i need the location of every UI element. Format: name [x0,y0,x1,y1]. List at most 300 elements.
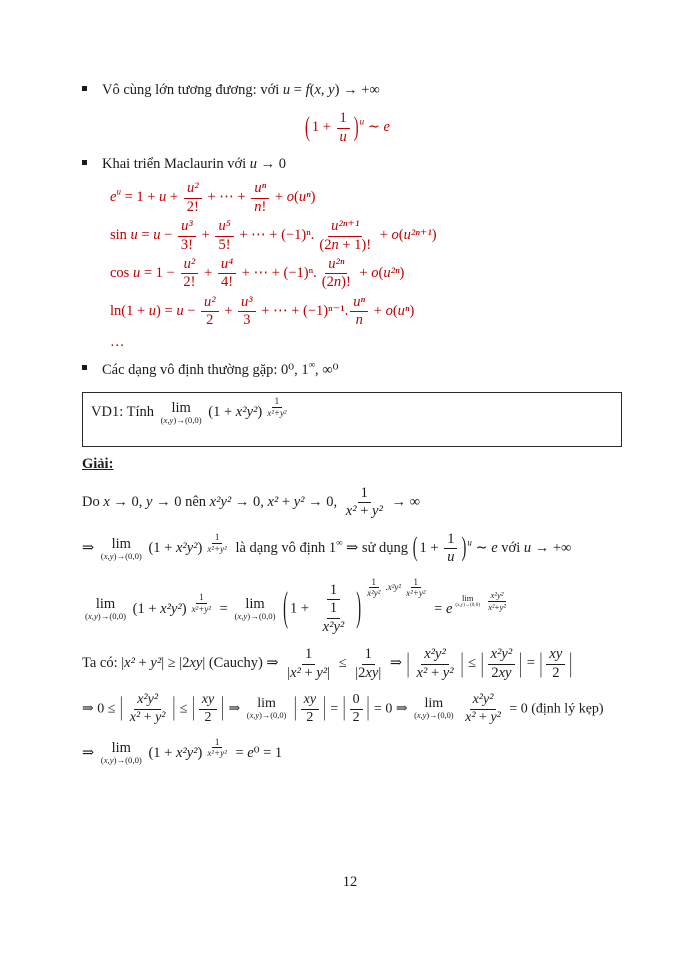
math-text: x² [124,655,135,672]
fraction-numerator [215,218,233,236]
fraction [301,692,319,727]
math-text: ( [414,711,417,721]
math-text: + ⋯ + [203,189,250,206]
math-text: , [320,82,329,98]
fence-body [543,646,568,682]
math-text: ⇒ [82,744,98,761]
fraction-numerator [218,256,236,274]
fraction-denominator [180,274,198,291]
close-delimiter: ) [353,112,359,143]
math-text: 4! [220,274,234,291]
bullet-square-icon [82,160,87,165]
math-text: u⁴ [220,255,234,272]
math-text: x [416,711,421,721]
fraction-denominator [353,312,366,329]
math-text: + [376,227,392,244]
math-text: VD1: Tính [91,404,158,421]
math-text: y [328,82,335,98]
fraction-denominator [251,199,269,216]
fraction-numerator [488,590,507,601]
math-text: e [491,540,498,557]
fenced-expression [342,692,371,727]
math-text: , [459,602,461,609]
math-text: ( [85,611,88,622]
limit-subscript [101,756,142,765]
fraction-denominator [204,544,229,555]
fraction-denominator [204,748,229,759]
math-text: 2 [491,664,499,681]
fraction-numerator [134,692,161,710]
fraction-denominator [337,129,350,146]
math-text: n [333,274,342,291]
math-text: + [271,189,287,206]
math-text: + [278,494,294,511]
math-text: ⁰ = 1 [253,744,283,761]
math-text: x²+y² [207,748,227,759]
fraction [215,218,233,254]
limit [161,401,202,425]
math-text: x²y² [160,600,182,617]
math-text: = [290,82,306,98]
fence-body [298,692,322,727]
math-text: Các dạng vô định thường gặp: 0⁰, 1 [102,361,309,378]
fence-body [419,531,461,567]
fraction-denominator [444,549,457,566]
math-text: ⇒ [386,655,406,672]
fenced-expression [191,692,225,727]
math-text: 1 [360,485,368,502]
math-text: ⇒ sử dụng [342,540,412,557]
math-text: (2 [321,274,334,291]
limit-subscript [234,612,275,621]
math-text: uⁿ [353,293,366,310]
math-text: = 0 ⇒ [370,701,412,717]
math-text: x²y² [387,581,402,592]
fence-body [124,692,172,727]
math-text: )→(0,0) [97,611,127,622]
math-text: ⇒ [82,540,98,557]
fence-body [196,692,220,727]
fraction [337,110,350,146]
math-text: o [391,227,399,244]
math-text: − [160,227,176,244]
math-text: 0 [352,691,360,707]
math-text: 2 [204,709,212,725]
limit-subscript [85,612,126,621]
fraction-denominator [319,274,354,291]
fraction-denominator [403,588,428,599]
math-text: 3 [243,312,251,329]
math-text: n [355,312,363,329]
fraction-numerator [337,110,350,128]
math-text: − [183,302,199,319]
fraction-denominator [189,604,214,615]
math-text: + [198,227,214,244]
fraction-numerator [199,692,217,710]
math-text: x [314,82,321,98]
fence-body [411,646,460,682]
math-text: 1 + [311,119,335,136]
math-text: ( [309,82,315,98]
math-text: → 0 [257,156,287,173]
fraction-numerator [350,294,368,312]
math-text: 1 [447,530,455,547]
math-text: ( [378,265,384,282]
math-text: ! [261,198,267,215]
math-text: ≤ [464,655,480,672]
math-text: y [422,711,427,721]
open-delimiter: | [119,693,123,723]
close-delimiter: | [323,693,326,723]
close-delimiter: ) [461,532,467,564]
math-text: ∞ [308,359,315,370]
math-text: → 0, [304,494,341,511]
math-text: 1 [329,600,338,617]
math-text: u [282,82,291,98]
math-text: uⁿ [397,302,410,319]
fraction [319,256,354,292]
fraction-numerator [325,256,347,274]
limit [414,697,454,721]
math-text: 1 + [289,600,313,617]
math-text: e [110,189,117,206]
fraction-denominator [178,237,196,254]
math-text: x² [290,664,301,681]
fraction-denominator [462,710,504,727]
math-text: o [371,265,379,282]
math-text: ) = [156,302,177,319]
fraction-denominator [364,588,383,599]
math-text: u [153,227,161,244]
limit-operator: lim [461,592,474,603]
fraction-denominator [320,619,348,636]
superscript [202,736,231,759]
fraction [204,737,229,760]
limit [234,597,275,621]
math-text: u [148,302,157,319]
superscript [262,396,291,418]
math-text: 1 + [419,540,443,557]
fraction-denominator [488,665,514,682]
fraction [251,180,269,216]
math-text: u [132,265,141,282]
math-text: x²+y² [191,604,212,615]
math-text: )→(0,0) [173,414,202,425]
open-delimiter: ( [305,112,310,143]
math-text: u [159,189,167,206]
math-text: x²y² [367,588,381,599]
fraction [238,294,256,330]
math-text: Vô cùng lớn tương đương: với [102,82,283,98]
math-text: ) [197,540,203,557]
math-text: + [356,503,373,520]
math-text [457,701,461,716]
math-text: (1 + [204,404,236,421]
fraction-numerator [362,646,375,664]
maclaurin-ln-series [110,294,682,330]
close-delimiter: ) [356,585,362,632]
fraction-numerator [546,646,565,664]
math-text: ( [392,302,398,319]
math-text: ( [455,602,458,609]
math-text: + [427,664,443,681]
math-text: … [110,333,125,350]
open-delimiter: ( [283,585,288,632]
math-text: x [87,611,92,622]
math-text: 1 [305,646,313,663]
math-text: 1 [371,576,377,587]
math-text: + [355,265,372,282]
math-text: 1 [214,736,220,747]
fraction [488,646,516,682]
math-text: , ∞⁰ [315,361,339,378]
close-delimiter: | [366,693,370,723]
fraction [218,256,236,292]
math-text: f [305,82,310,98]
math-text: ( [293,189,299,206]
math-text: x²y² [424,646,446,663]
math-text: u³ [241,293,253,310]
limit-operator: lim [245,595,265,612]
fraction [199,692,217,727]
math-text: x²y² [322,618,345,635]
fraction [201,294,219,330]
bullet-square-icon [82,86,87,91]
math-text: (1 + [144,744,176,761]
math-text: u [339,128,347,145]
fraction-denominator [303,710,316,727]
fraction-numerator [184,180,202,198]
math-text: = [231,744,248,761]
math-text: u⁵ [218,218,231,235]
open-delimiter: | [539,648,543,679]
math-text: x² [465,709,476,725]
math-text: x [457,602,460,609]
math-text: ≤ [335,655,351,672]
math-text: ) → +∞ [334,82,380,98]
math-text: u²ⁿ [383,265,400,282]
limit-subscript [101,552,142,561]
math-text: = [216,600,232,617]
math-text: xy [189,655,203,672]
math-text: → 0 nên [152,494,210,511]
math-text: 1 [214,531,220,542]
math-text: 2! [186,198,199,215]
math-text: 1 [199,592,204,603]
math-text: + [140,709,156,725]
math-text: → 0, [109,494,147,511]
equivalence-formula [82,110,612,146]
math-text: u [523,540,532,557]
fenced-expression [412,531,468,567]
fraction-numerator [272,396,283,408]
math-text: x²+y² [207,543,227,554]
math-text: x²y² [472,691,494,707]
math-text: y² [372,503,383,520]
math-text: + [475,709,491,725]
math-text: xy [549,646,563,663]
fraction-denominator [414,665,457,682]
math-text: e [383,119,390,136]
math-text: | [378,664,382,681]
maclaurin-e-series [110,180,682,216]
math-text: x [237,611,242,622]
math-text: ( [160,414,164,425]
math-text: , [241,611,244,622]
superscript [187,592,216,615]
math-text: ( [246,711,250,721]
math-text: )→(0,0) [259,711,287,721]
fraction [546,646,565,682]
math-text: x [249,711,254,721]
math-text: với [497,540,524,557]
math-text: 2 [206,312,214,329]
math-text: Do [82,494,104,511]
math-text: u³ [181,218,193,235]
fraction-denominator [264,408,289,419]
page-number: 12 [342,874,358,890]
math-text: x²y² [490,590,504,601]
fenced-expression [282,582,362,636]
math-text: ) [257,404,263,421]
fraction-numerator [470,692,497,710]
math-text: Ta có: | [82,655,125,672]
math-text: + ⋯ + (−1)ⁿ. [235,227,315,244]
math-text: → ∞ [387,494,420,511]
fenced-expression [406,646,465,682]
limit-subscript [247,712,287,721]
math-text: = [430,600,446,617]
ellipsis-line [110,332,682,352]
bullet-square-icon [82,365,87,370]
math-text: ∞ [336,537,343,548]
fraction-numerator [212,737,223,749]
math-text: 2 [306,709,314,725]
close-delimiter: | [460,648,464,679]
solution-step-4 [82,646,682,682]
superscript [362,576,430,599]
math-text: u [249,156,258,173]
fraction [350,294,368,330]
math-text: y [109,550,114,561]
fraction-denominator [284,665,333,682]
math-text: , [91,611,94,622]
math-text: | ≥ |2 [161,655,190,672]
math-text: , [107,755,110,766]
math-text: + [494,601,500,612]
math-text: x²y² [209,494,232,511]
math-text: 1 [364,646,372,663]
math-text: = [137,227,154,244]
math-text: o [286,189,294,206]
fraction-denominator [343,503,386,520]
math-text: o [385,302,393,319]
math-text: x²y² [137,691,159,707]
limit [101,741,142,765]
math-text: x² [129,709,141,725]
math-text: |2 [355,664,366,681]
solution-step-1 [82,485,682,521]
fraction-numerator [358,485,371,503]
math-text: n [331,236,339,253]
fenced-expression [480,646,523,682]
close-delimiter: | [519,648,523,679]
fraction-numerator [411,577,422,589]
math-text: y [146,494,153,511]
math-text: + ⋯ + (−1)ⁿ. [238,265,317,282]
maclaurin-cos-series [110,256,682,292]
limit-operator: lim [111,740,131,757]
math-text: 2 [352,709,360,725]
math-text: = 1 + [120,189,160,206]
math-text: ( [234,611,238,622]
fraction [444,531,457,567]
limit [455,594,480,609]
math-text: | [327,664,331,681]
math-text: y [460,602,464,609]
fraction-numerator [251,180,269,198]
math-text: x² [345,503,357,520]
fraction-denominator [203,312,216,329]
math-text: x²y² [490,646,513,663]
fraction [204,532,229,555]
math-text: y² [316,664,328,681]
math-text: y [243,611,248,622]
math-text: = [326,701,342,717]
math-text: 2! [183,274,196,291]
math-text: u² [186,180,199,197]
math-text: cos [110,265,133,282]
math-text: y² [499,601,506,612]
math-text: , [107,550,110,561]
fence-body [311,110,353,146]
fraction-numerator [212,532,223,544]
math-text: y [109,755,114,766]
math-text: (1 + [144,540,176,557]
math-text: )→(0,0) [247,611,276,622]
fraction-denominator [184,199,202,216]
math-text: ) [197,744,203,761]
math-text: + [166,189,182,206]
limit-subscript [455,603,480,608]
math-text: = [523,655,539,672]
solution-step-3 [82,577,682,637]
bullet2-text [102,156,286,172]
superscript [202,531,231,554]
math-text: )! [341,274,351,291]
math-text: x [103,494,110,511]
fenced-expression [293,692,327,727]
fraction-denominator [549,665,562,682]
math-text: y [169,414,174,425]
math-text: xy [303,691,317,707]
fence-body [289,582,355,636]
fraction-denominator [485,602,509,612]
fraction [180,256,198,292]
math-text: + [370,302,386,319]
math-text: u [130,227,138,244]
fraction [462,692,504,727]
math-text: 3! [180,236,194,253]
math-text: ) [310,189,316,206]
limit-operator: lim [257,696,276,712]
open-delimiter: | [293,693,297,723]
solution-step-2 [82,531,682,567]
limit-subscript [161,416,202,425]
fraction [316,218,374,254]
math-text: ) [409,302,415,319]
bullet1-text [102,82,380,98]
